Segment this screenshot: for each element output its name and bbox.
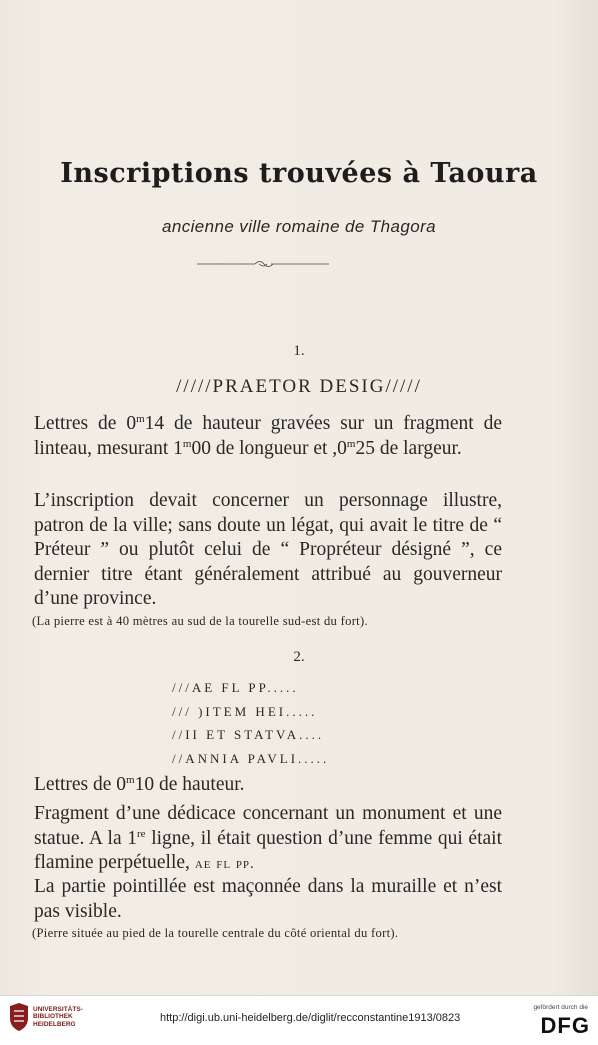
inscription-line: ///AE FL PP..... <box>172 680 299 695</box>
inscription-2 <box>172 676 329 770</box>
dfg-logo[interactable]: DFG <box>540 1013 590 1038</box>
paragraph-letters-1: Lettres de 0$^m$14 de hauteur gravées sur un fragment de linteau, mesurant 1$^m$00 de longueur et ,0$^m$25 de largeur. <box>34 413 502 459</box>
library-name-line: BIBLIOTHEK <box>33 1013 73 1021</box>
inscription-line: //ANNIA PAVLI..... <box>172 750 330 766</box>
paragraph-description-2: Fragment d’une dédicace concernant un monument et une statue. A la 1re ligne, il était question d’une femme qui était flamine perpétuelle, ae fl pp. <box>34 803 502 874</box>
library-name-line: HEIDELBERG <box>33 1020 76 1028</box>
paragraph-description-1: L’inscription devait concerner un personnage illustre, patron de la ville; sans doute un légat, qui avait le titre de “ Préteur ” ou plutôt celui de “ Propréteur désigné ”, ce dernier titre étant généralement attribué au gouverneur d’une province. <box>34 490 502 610</box>
section-number-1: 1. <box>293 343 305 359</box>
page-title: Inscriptions trouvées à Taoura <box>60 158 538 189</box>
permalink-url[interactable]: http://digi.ub.uni-heidelberg.de/diglit/recconstantine1913/0823 <box>160 1012 461 1024</box>
inscription-1: /////PRAETOR DESIG///// <box>176 376 422 397</box>
ornament-divider <box>197 258 329 270</box>
university-seal-icon <box>8 1002 30 1032</box>
inscription-line: //II ET STATVA.... <box>172 727 325 743</box>
paragraph-letters-2: Lettres de 0$^m$10 de hauteur. <box>34 774 245 795</box>
paragraph-visibility-2: La partie pointillée est maçonnée dans la muraille et n’est pas visible. <box>34 876 502 922</box>
location-note-1: (La pierre est à 40 mètres au sud de la tourelle sud-est du fort). <box>32 614 368 628</box>
funding-label: gefördert durch die <box>533 1004 588 1011</box>
library-logo[interactable] <box>8 1002 83 1032</box>
viewer-footer <box>0 995 598 1045</box>
page-subtitle: ancienne ville romaine de Thagora <box>161 217 437 236</box>
section-number-2: 2. <box>293 649 305 665</box>
location-note-2: (Pierre située au pied de la tourelle centrale du côté oriental du fort). <box>32 926 399 940</box>
library-name-line: UNIVERSITÄTS- <box>33 1005 83 1013</box>
inscription-line: /// )ITEM HEI..... <box>172 703 318 719</box>
